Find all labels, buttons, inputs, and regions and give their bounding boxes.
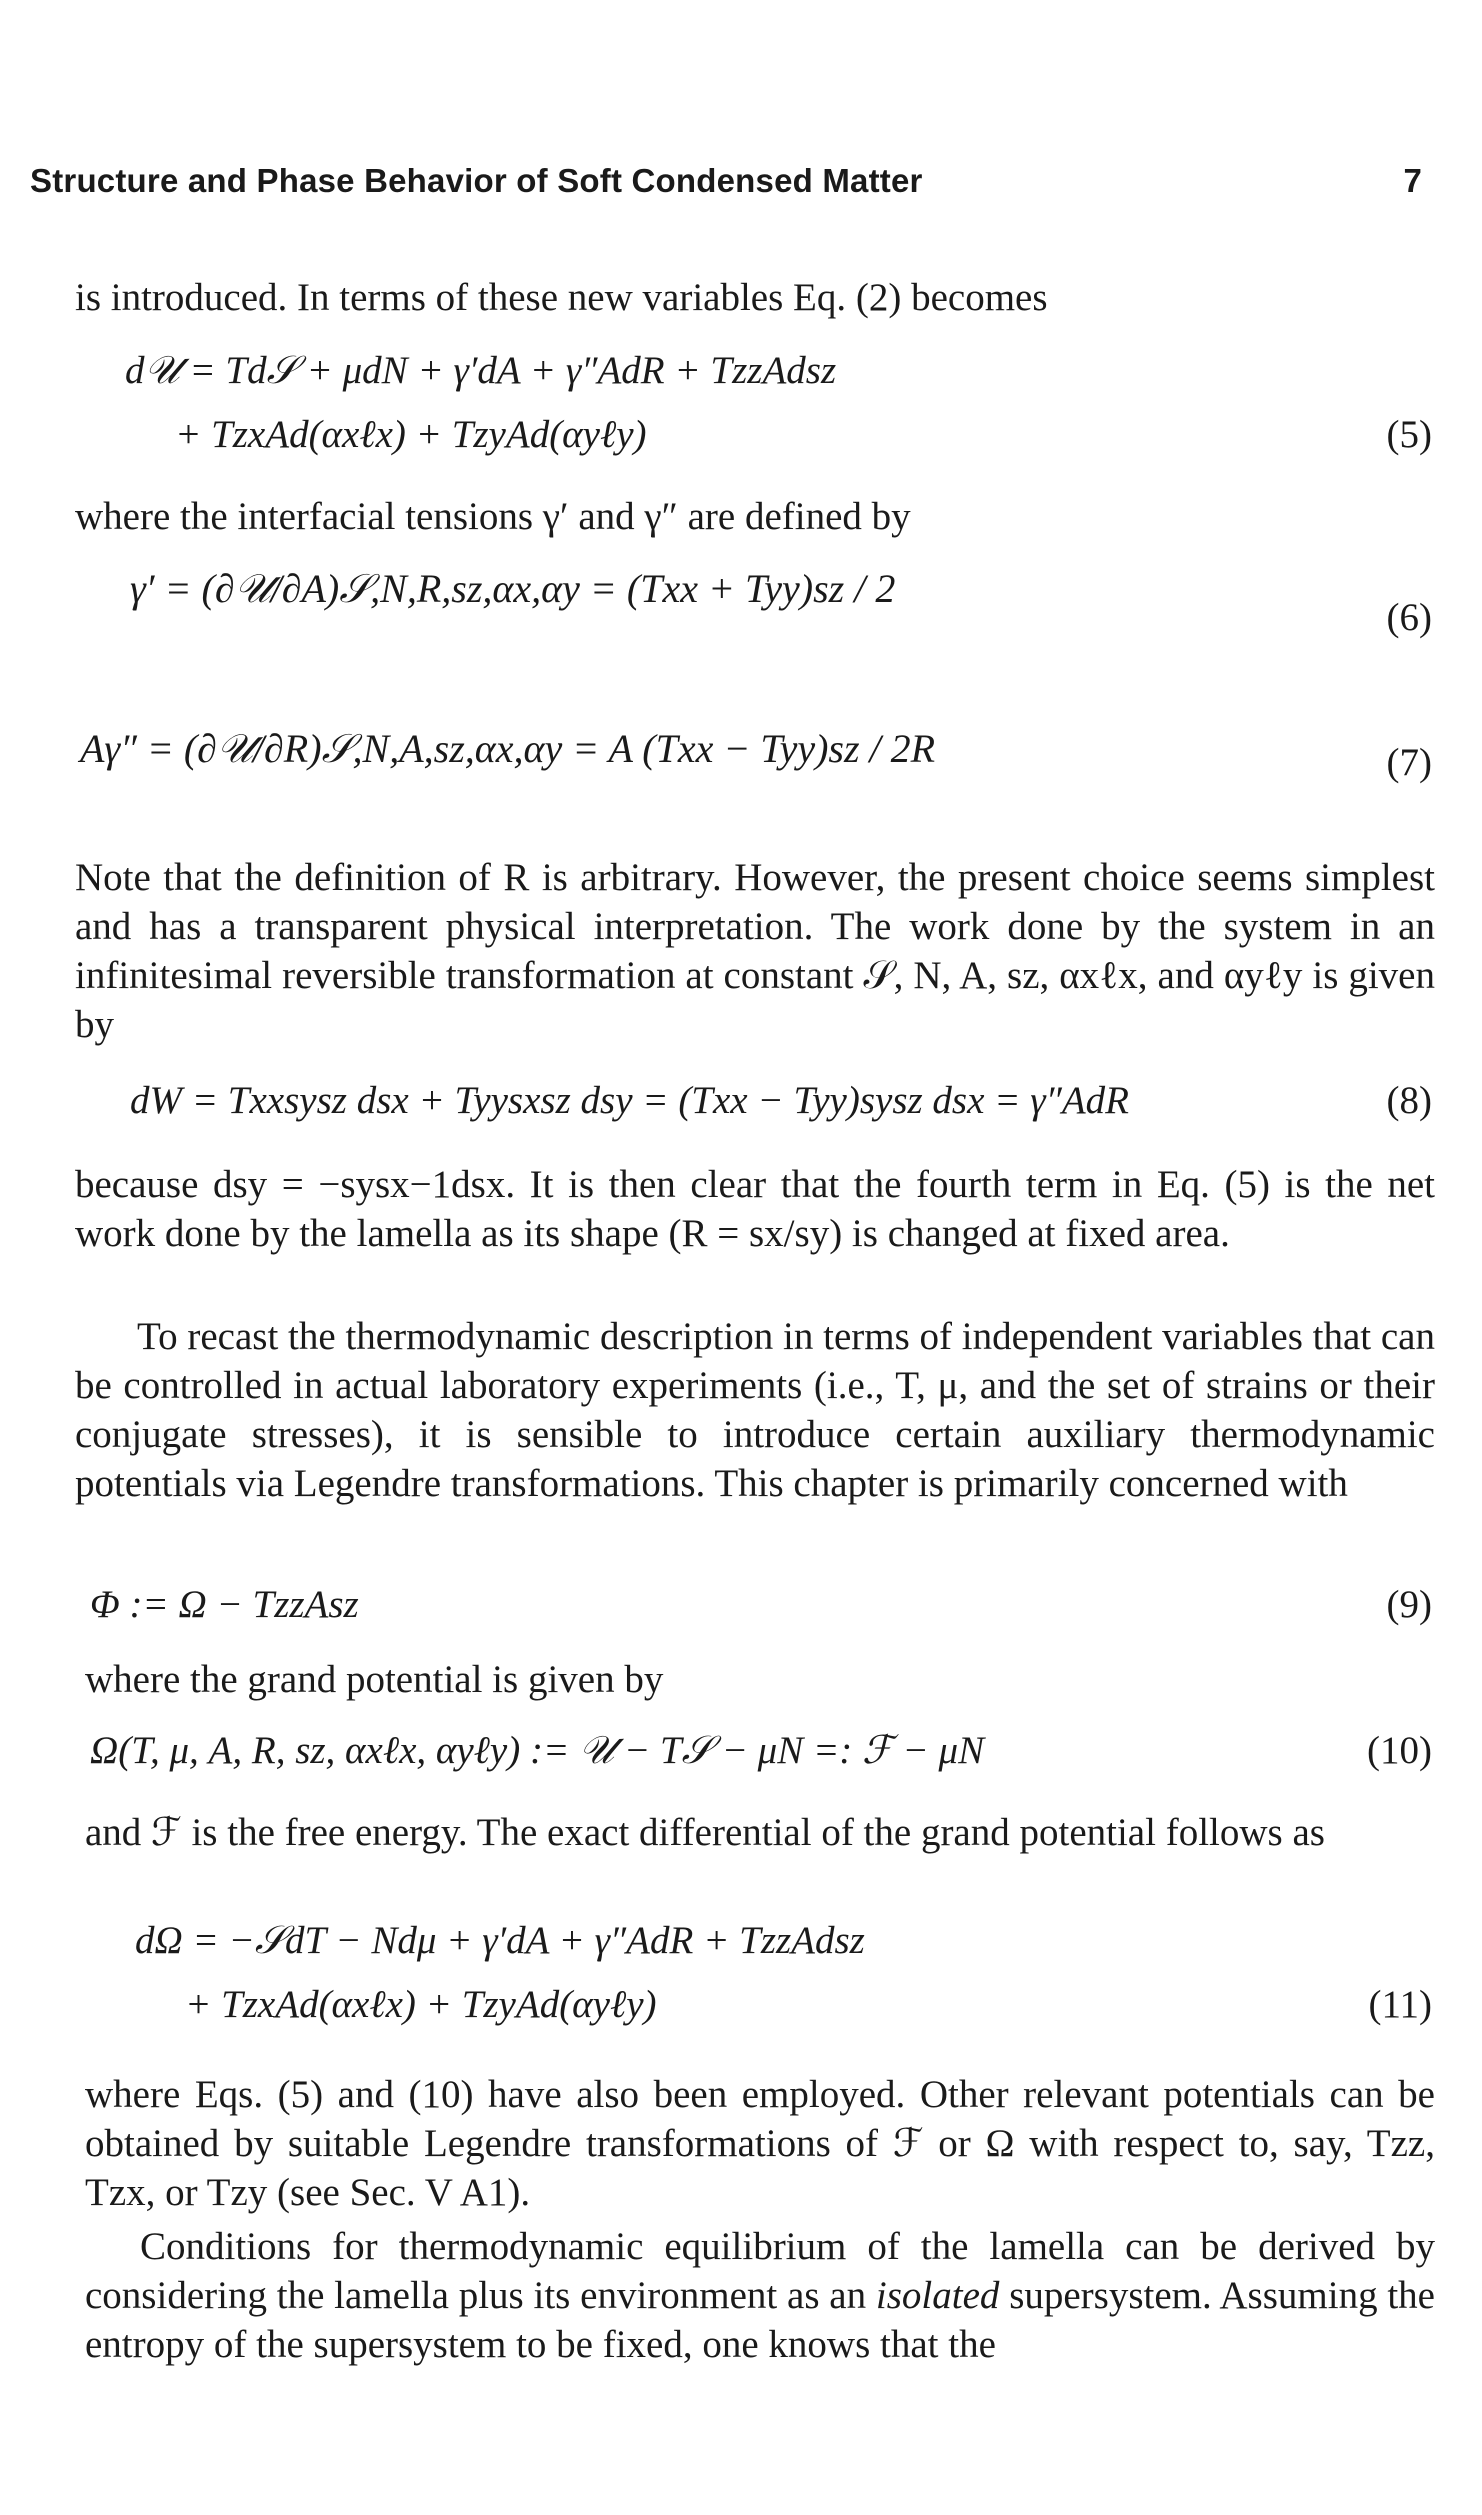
equation-6-number: (6)	[1386, 596, 1432, 639]
equation-5-number: (5)	[1386, 413, 1432, 456]
paragraph-because: because dsy = −sysx−1dsx. It is then clear that the fourth term in Eq. (5) is the net work done by the lamella as its shape (R = sx/sy) is changed at fixed area.	[75, 1163, 1435, 1255]
paragraph-tensions: where the interfacial tensions γ′ and γ″ are defined by	[75, 495, 911, 538]
paragraph-definition-of-R: Note that the definition of R is arbitrary. However, the present choice seems simplest and has a transparent physical interpretation. The work done by the system in an infinitesimal reversible transformation at constant 𝒮, N, A, sz, αxℓx, and αyℓy is given by	[75, 856, 1435, 1046]
equation-8-number: (8)	[1386, 1079, 1432, 1122]
paragraph-equilibrium-end: supersystem. Assuming the entropy of the supersystem to be fixed, one knows that the	[85, 2274, 1435, 2366]
paragraph-recast: To recast the thermodynamic description in terms of independent variables that can be controlled in actual laboratory experiments (i.e., T, μ, and the set of strains or their conjugate stresses), it is sensible to introduce certain auxiliary thermodynamic potentials via Legendre transformations. This chapter is primarily concerned with	[75, 1315, 1435, 1505]
paragraph-legendre: where Eqs. (5) and (10) have also been employed. Other relevant potentials can be obtained by suitable Legendre transformations of ℱ or Ω with respect to, say, Tzz, Tzx, or Tzy (see Sec. V A1).	[85, 2073, 1435, 2214]
paragraph-free-energy: and ℱ is the free energy. The exact differential of the grand potential follows as	[85, 1811, 1325, 1854]
equation-9-number: (9)	[1386, 1583, 1432, 1626]
paragraph-grand-potential: where the grand potential is given by	[85, 1658, 664, 1701]
equation-11-line-2: + TzxAd(αxℓx) + TzyAd(αyℓy)	[185, 1983, 657, 2026]
emphasis-isolated: isolated	[875, 2274, 1000, 2317]
equation-8: dW = Txxsysz dsx + Tyysxsz dsy = (Txx − Tyy)sysz dsx = γ″AdR	[130, 1079, 1129, 1122]
equation-7: Aγ″ = (∂𝒰/∂R)𝒮,N,A,sz,αx,αy = A (Txx − Tyy)sz / 2R	[80, 726, 936, 771]
page-number: 7	[1403, 162, 1422, 199]
equation-6: γ′ = (∂𝒰/∂A)𝒮,N,R,sz,αx,αy = (Txx + Tyy)sz / 2	[130, 566, 896, 611]
equation-5-line-2: + TzxAd(αxℓx) + TzyAd(αyℓy)	[175, 413, 647, 456]
equation-7-number: (7)	[1386, 741, 1432, 784]
equation-10: Ω(T, μ, A, R, sz, αxℓx, αyℓy) := 𝒰 − T𝒮 − μN =: ℱ − μN	[90, 1729, 985, 1772]
running-title: Structure and Phase Behavior of Soft Condensed Matter	[30, 162, 923, 199]
equation-11-line-1: dΩ = −𝒮dT − Ndμ + γ′dA + γ″AdR + TzzAdsz	[135, 1919, 865, 1962]
equation-10-number: (10)	[1367, 1729, 1432, 1772]
paragraph-intro: is introduced. In terms of these new variables Eq. (2) becomes	[75, 276, 1048, 319]
equation-9: Φ := Ω − TzzAsz	[90, 1583, 359, 1626]
equation-5-line-1: d𝒰 = Td𝒮 + μdN + γ′dA + γ″AdR + TzzAdsz	[125, 349, 837, 392]
paragraph-equilibrium-start: Conditions for thermodynamic equilibrium of the lamella can be derived by considering the lamella plus its environment as an	[85, 2225, 1435, 2317]
equation-11-number: (11)	[1368, 1983, 1432, 2026]
running-header	[30, 162, 1422, 200]
paragraph-equilibrium	[85, 2222, 1435, 2369]
